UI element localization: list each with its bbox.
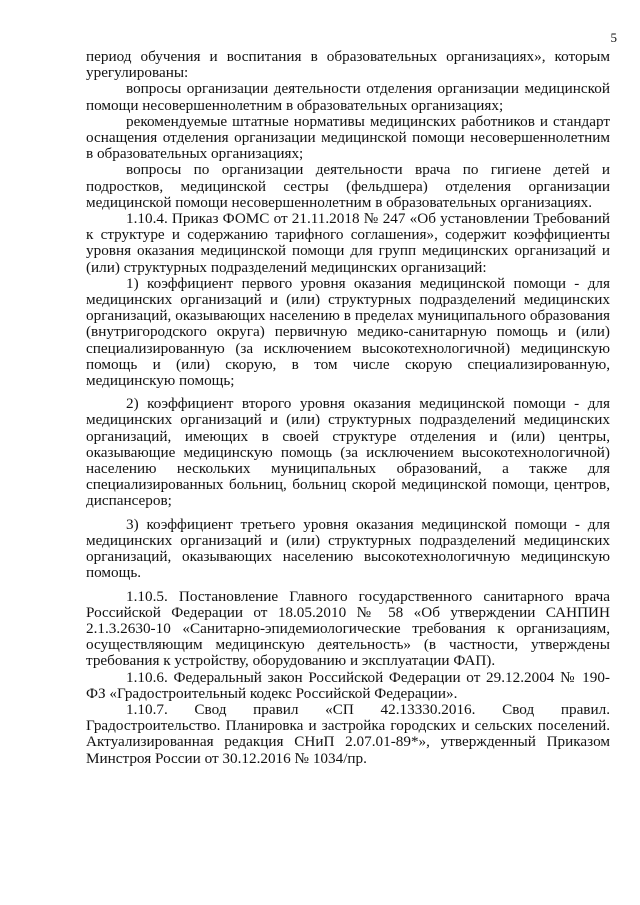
paragraph-level-1: 1) коэффициент первого уровня оказания медицинской помощи - для медицинских организаций и (или) структурных подразделений медицинских организаций, оказывающих населению в пределах муниципального образования (внутригородского округа) первичную медико-санитарную помощь и (или) специализированную (за исключением высокотехнологичной) медицинскую помощь и (или) скорую, в том числе скорую специализированную, медицинскую помощь; bbox=[86, 274, 610, 390]
document-body bbox=[86, 49, 610, 767]
paragraph-intro: период обучения и воспитания в образовательных организациях», которым урегулированы: bbox=[86, 48, 610, 82]
page-number: 5 bbox=[610, 30, 617, 45]
paragraph-level-3: 3) коэффициент третьего уровня оказания медицинской помощи - для медицинских организаций и (или) структурных подразделений медицинских организаций, оказывающих населению высокотехнологичную медицинскую помощь. bbox=[86, 515, 610, 582]
paragraph-1-10-6: 1.10.6. Федеральный закон Российской Федерации от 29.12.2004 № 190-ФЗ «Градостроительный кодекс Российской Федерации». bbox=[86, 668, 610, 702]
paragraph-1-10-5: 1.10.5. Постановление Главного государственного санитарного врача Российской Федерации от 18.05.2010 № 58 «Об утверждении САНПИН 2.1.3.2630-10 «Санитарно-эпидемиологические требования к организациям, осуществляющим медицинскую деятельность» (в частности, утверждены требования к устройству, оборудованию и эксплуатации ФАП). bbox=[86, 587, 610, 670]
paragraph-1-10-4: 1.10.4. Приказ ФОМС от 21.11.2018 № 247 «Об установлении Требований к структуре и содержанию тарифного соглашения», содержит коэффициенты уровня оказания медицинской помощи для групп медицинских организаций и (или) структурных подразделений медицинских организаций: bbox=[86, 210, 610, 276]
paragraph-item-doctor: вопросы по организации деятельности врача по гигиене детей и подростков, медицинской сестры (фельдшера) отделения организации медицинской помощи несовершеннолетним в образовательных организациях. bbox=[86, 161, 610, 211]
paragraph-1-10-7: 1.10.7. Свод правил «СП 42.13330.2016. Свод правил. Градостроительство. Планировка и застройка городских и сельских поселений. Актуализированная редакция СНиП 2.07.01-89*», утвержденный Приказом Минстроя России от 30.12.2016 № 1034/пр. bbox=[86, 700, 610, 767]
paragraph-level-2: 2) коэффициент второго уровня оказания медицинской помощи - для медицинских организаций и (или) структурных подразделений медицинских организаций, имеющих в своей структуре отделения и (или) центры, оказывающие медицинскую помощь (за исключением высокотехнологичной) населению нескольких муниципальных образований, а также для специализированных больниц, больниц скорой медицинской помощи, центров, диспансеров; bbox=[86, 395, 610, 510]
paragraph-item-staffing: рекомендуемые штатные нормативы медицинских работников и стандарт оснащения отделения организации медицинской помощи несовершеннолетним в образовательных организациях; bbox=[86, 112, 610, 163]
paragraph-item-organization: вопросы организации деятельности отделения организации медицинской помощи несовершеннолетним в образовательных организациях; bbox=[86, 80, 610, 114]
